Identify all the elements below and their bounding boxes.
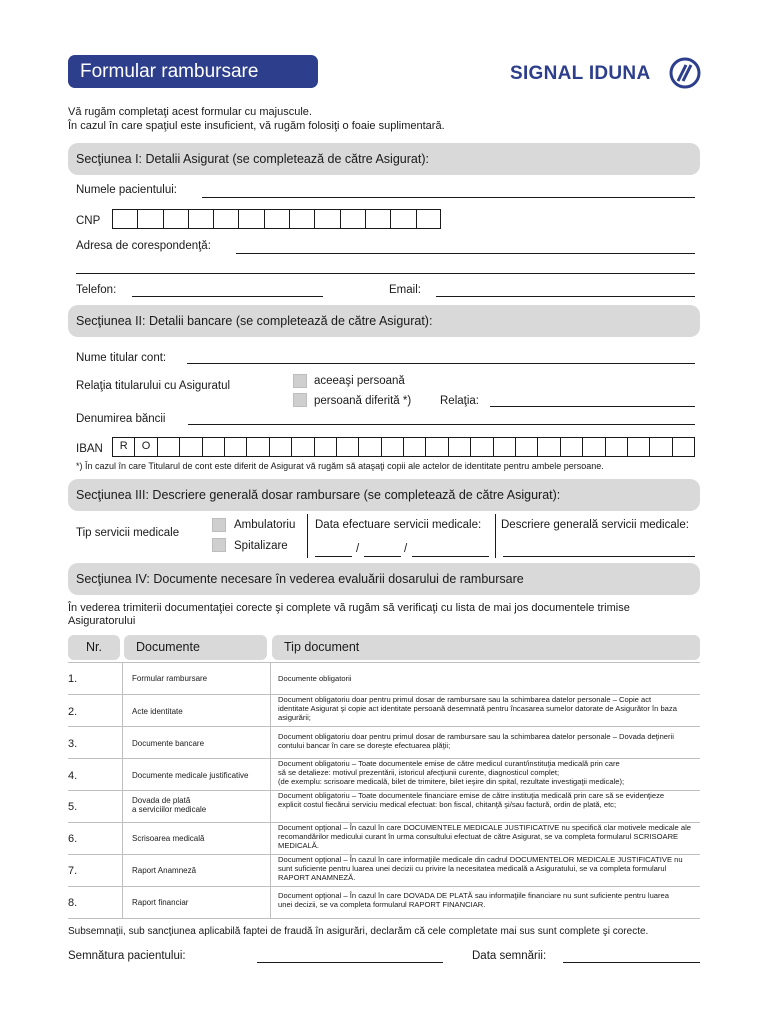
intro-line-2: În cazul în care spaţiul este insuficient, vă rugăm folosiţi o foaie suplimentară. [68,120,445,132]
iban-box[interactable] [292,438,314,456]
table-row-divider [68,662,700,663]
table-row-divider [68,918,700,919]
iban-box[interactable] [471,438,493,456]
column-header-documents: Documente [124,635,267,660]
row-document-type [278,732,696,750]
row-document: Acte identitate [132,707,183,716]
cnp-box[interactable] [164,210,189,228]
iban-box[interactable] [315,438,337,456]
iban-box[interactable] [426,438,448,456]
hospital-label: Spitalizare [234,540,288,552]
cnp-box[interactable] [341,210,366,228]
service-type-label: Tip servicii medicale [76,527,180,539]
row-document [132,796,206,814]
iban-box[interactable] [606,438,628,456]
hospital-checkbox[interactable] [212,538,226,552]
iban-box[interactable] [203,438,225,456]
service-date-label: Data efectuare servicii medicale: [315,519,482,531]
relation-field[interactable] [490,406,695,407]
row-document-type [278,791,696,809]
row-number: 7. [68,865,78,877]
row-document-type-line: explicit costul fiecărui serviciu medical efectuat: bon fiscal, chitanţă şi/sau factură, ordin de plată, etc; [278,800,617,809]
cnp-box[interactable] [391,210,416,228]
relation-label: Relaţia titularului cu Asiguratul [76,380,231,392]
cnp-box[interactable] [189,210,214,228]
row-document-type-line: (de exemplu: scrisoare medicală, bilet de trimitere, bilet ieşire din spital, rezultate investigaţii medicale); [278,777,625,786]
iban-box[interactable] [180,438,202,456]
row-document-type-line: MEDICALĂ. [278,841,319,850]
iban-box[interactable] [359,438,381,456]
cnp-box[interactable] [366,210,391,228]
iban-box[interactable] [516,438,538,456]
phone-label: Telefon: [76,284,117,296]
row-document: Raport financiar [132,898,189,907]
brand-name: SIGNAL IDUNA [510,63,651,84]
row-document-type-line: Document opţional – În cazul în care DOCUMENTELE MEDICALE JUSTIFICATIVE nu specifică clar motivele medicale ale [278,823,692,832]
iban-box[interactable] [225,438,247,456]
row-number: 6. [68,833,78,845]
section-4-intro-line-2: Asiguratorului [68,615,136,627]
phone-field[interactable] [132,296,323,297]
account-holder-field[interactable] [187,363,695,364]
row-document-type-line: sunt suficiente pentru luarea unei decizii cu privire la necesitatea medicală a Asiguratului, se va completa formularul [278,864,667,873]
same-person-checkbox[interactable] [293,374,307,388]
row-document-line: a serviciilor medicale [132,805,207,814]
service-date-day-field[interactable] [315,556,352,557]
row-document-type-line: Document obligatoriu doar pentru primul dosar de rambursare sau la schimbarea datelor personale – Dovada deţinerii [278,732,674,741]
row-document: Formular rambursare [132,674,208,683]
iban-box[interactable] [538,438,560,456]
row-document-type-line: unei decizii, se va completa formularul RAPORT FINANCIAR. [278,900,486,909]
row-number: 5. [68,801,78,813]
row-document-type-line: RAPORT ANAMNEZĂ. [278,873,356,882]
iban-box[interactable] [449,438,471,456]
section-4-intro-line-1: În vederea trimiterii documentaţiei corecte şi complete vă rugăm să verificaţi cu lista de mai jos documentele trimise [68,602,630,614]
row-document-type-line: Document opţional – În cazul în care DOVADA DE PLATĂ sau informaţiile financiare nu sunt suficiente pentru luarea [278,891,669,900]
signature-date-label: Data semnării: [472,950,547,962]
row-document-type [278,855,696,882]
iban-box-prefix: O [135,438,157,456]
row-document-type [278,891,696,909]
row-document-type-line: contului bancar în care se doreşte efectuarea plăţii; [278,741,451,750]
form-title: Formular rambursare [68,55,318,88]
patient-signature-label: Semnătura pacientului: [68,950,186,962]
row-document-type-line: Document opţional – În cazul în care informaţiile medicale din cadrul DOCUMENTELOR MEDICALE JUSTIFICATIVE nu [278,855,683,864]
cnp-box[interactable] [239,210,264,228]
row-number: 3. [68,738,78,750]
row-document-type-line: să se detalieze: motivul prezentării, istoricul afecţiunii curente, diagnosticul complet; [278,768,560,777]
row-document-type-line: Documente obligatorii [278,674,352,683]
iban-box[interactable] [404,438,426,456]
section-3-divider-2 [495,514,496,558]
row-document-type-line: Document obligatoriu – Toate documentele financiare emise de către instituţia medicală prin care să se evidenţieze [278,791,665,800]
iban-box[interactable] [337,438,359,456]
intro-text [68,105,445,133]
email-field[interactable] [436,296,695,297]
row-document-type-line: recomandărilor medicului curant în urma consultului efectuat de către Asigurat, se va completa formularul SCRISOARE [278,832,679,841]
outpatient-label: Ambulatoriu [234,519,296,531]
bank-name-label: Denumirea băncii [76,413,166,425]
row-number: 8. [68,897,78,909]
service-description-field[interactable] [503,556,695,557]
iban-box[interactable] [561,438,583,456]
row-document: Documente bancare [132,739,205,748]
section-4-header: Secţiunea IV: Documente necesare în vederea evaluării dosarului de rambursare [68,563,700,595]
row-document-line: Dovada de plată [132,796,191,805]
cnp-box[interactable] [417,210,440,228]
section-1-header: Secţiunea I: Detalii Asigurat (se completează de către Asigurat): [68,143,700,175]
section-2-header: Secţiunea II: Detalii bancare (se completează de către Asigurat): [68,305,700,337]
row-number: 1. [68,673,78,685]
signal-iduna-logo-icon [669,57,701,89]
date-separator-1: / [356,543,360,555]
row-document-type-line: Document obligatoriu – Toate documentele emise de către medicul curant/instituţia medicală prin care [278,759,620,768]
cnp-box[interactable] [214,210,239,228]
iban-box[interactable] [583,438,605,456]
iban-box[interactable] [628,438,650,456]
row-document-type-line: asigurării; [278,713,311,722]
row-number: 2. [68,706,78,718]
section-3-divider-1 [307,514,308,558]
row-document: Raport Anamneză [132,866,197,875]
iban-box[interactable] [158,438,180,456]
iban-box-prefix: R [113,438,135,456]
service-date-year-field[interactable] [412,556,489,557]
row-document-type [278,759,696,786]
row-document: Documente medicale justificative [132,771,249,780]
cnp-box[interactable] [315,210,340,228]
bank-name-field[interactable] [188,424,695,425]
row-document: Scrisoarea medicală [132,834,205,843]
iban-box[interactable] [650,438,672,456]
patient-signature-field[interactable] [257,962,443,963]
account-holder-label: Nume titular cont: [76,352,167,364]
row-number: 4. [68,770,78,782]
cnp-box[interactable] [113,210,138,228]
table-row-divider [68,886,700,887]
outpatient-checkbox[interactable] [212,518,226,532]
row-document-type-line: identitate Asigurat şi copie act identitate persoană desemnată pentru încasarea sumelor datorate de Asigurător în baza [278,704,677,713]
iban-label: IBAN [76,443,103,455]
row-document-type [278,695,696,722]
iban-box[interactable] [494,438,516,456]
row-document-type [278,823,696,850]
row-document-type-line: Document obligatoriu doar pentru primul dosar de rambursare sau la schimbarea datelor personale – Copie act [278,695,652,704]
column-header-document-type: Tip document [272,635,700,660]
relation-field-label: Relaţia: [440,395,479,407]
service-date-month-field[interactable] [364,556,401,557]
address-field-line-2[interactable] [76,273,695,274]
column-header-nr: Nr. [68,635,120,660]
email-label: Email: [389,284,421,296]
same-person-label: aceeaşi persoană [314,375,405,387]
cnp-box[interactable] [138,210,163,228]
patient-name-field[interactable] [202,197,695,198]
signature-date-field[interactable] [563,962,700,963]
patient-name-label: Numele pacientului: [76,184,178,196]
iban-box[interactable] [382,438,404,456]
cnp-grid[interactable] [112,209,441,229]
iban-box[interactable] [270,438,292,456]
cnp-label: CNP [76,215,101,227]
iban-box[interactable] [247,438,269,456]
bank-footnote: *) În cazul în care Titularul de cont este diferit de Asigurat vă rugăm să ataşaţi copii ale actelor de identitate pentru ambele persoane. [76,461,604,471]
different-person-label: persoană diferită *) [314,395,412,407]
address-field[interactable] [236,253,695,254]
iban-grid[interactable] [112,437,695,457]
intro-line-1: Vă rugăm completaţi acest formular cu majuscule. [68,106,312,118]
table-row-divider [68,726,700,727]
service-description-label: Descriere generală servicii medicale: [501,519,689,531]
address-label: Adresa de corespondenţă: [76,240,211,252]
iban-box[interactable] [673,438,694,456]
section-4-intro [68,602,630,628]
date-separator-2: / [404,543,408,555]
different-person-checkbox[interactable] [293,393,307,407]
cnp-box[interactable] [265,210,290,228]
cnp-box[interactable] [290,210,315,228]
fraud-declaration: Subsemnaţii, sub sancţiunea aplicabilă faptei de fraudă în asigurări, declarăm că cele completate mai sus sunt complete şi corecte. [68,926,649,937]
row-document-type [278,674,696,683]
section-3-header: Secţiunea III: Descriere generală dosar rambursare (se completează de către Asigurat): [68,479,700,511]
